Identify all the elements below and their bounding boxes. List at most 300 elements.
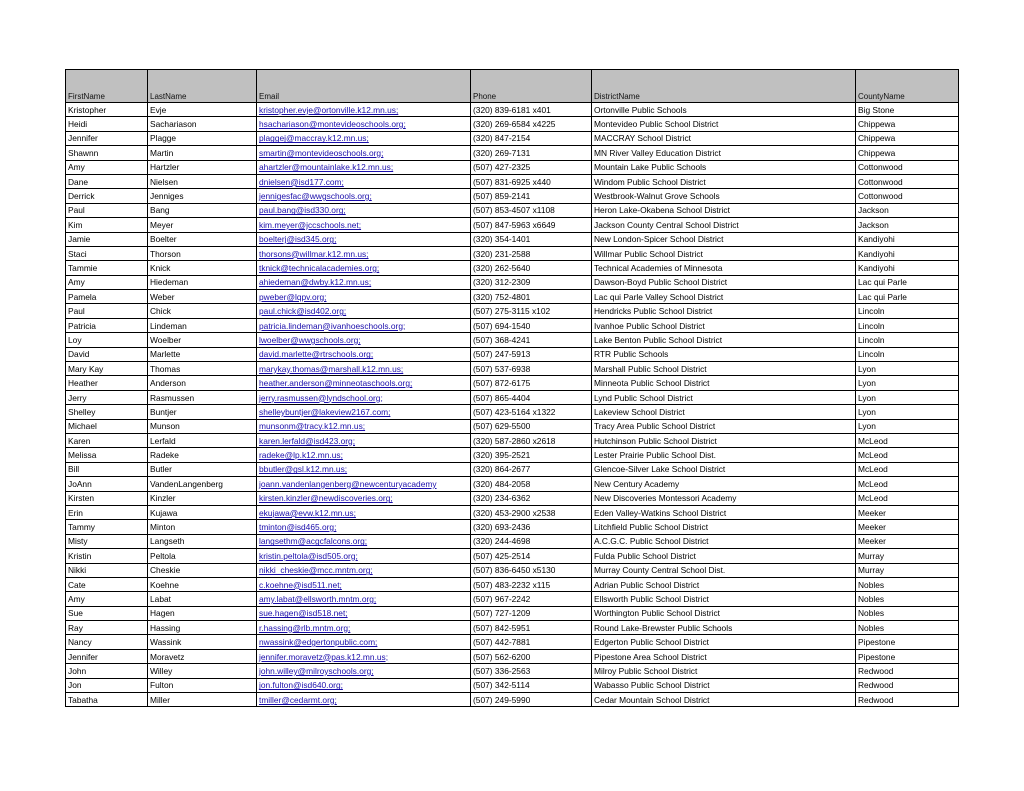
district-name-cell: Ellsworth Public School District (592, 592, 856, 606)
phone-cell: (320) 244-4698 (471, 534, 592, 548)
county-name-cell: Lincoln (856, 318, 959, 332)
contacts-table (65, 69, 959, 707)
phone-cell: (320) 587-2860 x2618 (471, 433, 592, 447)
email-link[interactable]: ahiedeman@dwby.k12.mn.us; (257, 275, 471, 289)
email-link[interactable]: jon.fulton@isd640.org; (257, 678, 471, 692)
first-name-cell: Kim (66, 218, 148, 232)
district-name-cell: Minneota Public School District (592, 376, 856, 390)
phone-cell: (507) 423-5164 x1322 (471, 405, 592, 419)
phone-cell: (320) 312-2309 (471, 275, 592, 289)
county-name-cell: Cottonwood (856, 174, 959, 188)
table-row (66, 390, 959, 404)
table-row (66, 218, 959, 232)
email-link[interactable]: nwassink@edgertonpublic.com; (257, 635, 471, 649)
phone-cell: (320) 484-2058 (471, 477, 592, 491)
last-name-cell: Martin (148, 146, 257, 160)
district-name-cell: Heron Lake-Okabena School District (592, 203, 856, 217)
district-name-cell: Marshall Public School District (592, 362, 856, 376)
first-name-cell: Michael (66, 419, 148, 433)
table-row (66, 505, 959, 519)
phone-cell: (507) 249-5990 (471, 693, 592, 707)
header-countyname: CountyName (856, 70, 959, 103)
email-link[interactable]: hsachariason@montevideoschools.org; (257, 117, 471, 131)
county-name-cell: Chippewa (856, 131, 959, 145)
county-name-cell: Redwood (856, 693, 959, 707)
last-name-cell: Plagge (148, 131, 257, 145)
last-name-cell: Peltola (148, 549, 257, 563)
table-row (66, 189, 959, 203)
district-name-cell: Ivanhoe Public School District (592, 318, 856, 332)
table-row (66, 333, 959, 347)
table-row (66, 635, 959, 649)
first-name-cell: JoAnn (66, 477, 148, 491)
email-link[interactable]: jennigesfac@wwgschools.org; (257, 189, 471, 203)
district-name-cell: Willmar Public School District (592, 246, 856, 260)
phone-cell: (507) 275-3115 x102 (471, 304, 592, 318)
phone-cell: (507) 442-7881 (471, 635, 592, 649)
table-row (66, 318, 959, 332)
email-link[interactable]: plaggej@maccray.k12.mn.us; (257, 131, 471, 145)
email-link[interactable]: dnielsen@isd177.com; (257, 174, 471, 188)
table-row (66, 448, 959, 462)
first-name-cell: Jon (66, 678, 148, 692)
county-name-cell: Lyon (856, 376, 959, 390)
district-name-cell: Montevideo Public School District (592, 117, 856, 131)
county-name-cell: Kandiyohi (856, 246, 959, 260)
last-name-cell: Moravetz (148, 649, 257, 663)
last-name-cell: Jenniges (148, 189, 257, 203)
first-name-cell: Loy (66, 333, 148, 347)
last-name-cell: Hassing (148, 621, 257, 635)
last-name-cell: Bang (148, 203, 257, 217)
phone-cell: (507) 336-2563 (471, 664, 592, 678)
first-name-cell: Jamie (66, 232, 148, 246)
phone-cell: (507) 342-5114 (471, 678, 592, 692)
table-row (66, 290, 959, 304)
email-link[interactable]: tminton@isd465.org; (257, 520, 471, 534)
district-name-cell: MN River Valley Education District (592, 146, 856, 160)
county-name-cell: Lyon (856, 362, 959, 376)
last-name-cell: Wassink (148, 635, 257, 649)
email-link[interactable]: ekujawa@evw.k12.mn.us; (257, 505, 471, 519)
email-link[interactable]: john.willey@milroyschools.org; (257, 664, 471, 678)
district-name-cell: Cedar Mountain School District (592, 693, 856, 707)
phone-cell: (507) 427-2325 (471, 160, 592, 174)
first-name-cell: Sue (66, 606, 148, 620)
phone-cell: (507) 537-6938 (471, 362, 592, 376)
last-name-cell: Thomas (148, 362, 257, 376)
last-name-cell: Evje (148, 103, 257, 117)
header-firstname: FirstName (66, 70, 148, 103)
district-name-cell: Mountain Lake Public Schools (592, 160, 856, 174)
district-name-cell: Eden Valley-Watkins School District (592, 505, 856, 519)
table-row (66, 376, 959, 390)
email-link[interactable]: david.marlette@rtrschools.org; (257, 347, 471, 361)
email-link[interactable]: thorsons@willmar.k12.mn.us; (257, 246, 471, 260)
first-name-cell: Pamela (66, 290, 148, 304)
header-row (66, 70, 959, 103)
district-name-cell: MACCRAY School District (592, 131, 856, 145)
first-name-cell: Mary Kay (66, 362, 148, 376)
last-name-cell: Koehne (148, 577, 257, 591)
table-row (66, 117, 959, 131)
first-name-cell: Misty (66, 534, 148, 548)
first-name-cell: Jerry (66, 390, 148, 404)
email-link[interactable]: munsonm@tracy.k12.mn.us; (257, 419, 471, 433)
email-link[interactable]: langsethm@acgcfalcons.org; (257, 534, 471, 548)
phone-cell: (320) 234-6362 (471, 491, 592, 505)
table-row (66, 275, 959, 289)
first-name-cell: Staci (66, 246, 148, 260)
district-name-cell: Ortonville Public Schools (592, 103, 856, 117)
table-row (66, 520, 959, 534)
phone-cell: (507) 859-2141 (471, 189, 592, 203)
phone-cell: (507) 847-5963 x6649 (471, 218, 592, 232)
phone-cell: (320) 864-2677 (471, 462, 592, 476)
last-name-cell: Cheskie (148, 563, 257, 577)
first-name-cell: Heidi (66, 117, 148, 131)
email-link[interactable]: smartin@montevideoschools.org; (257, 146, 471, 160)
last-name-cell: Labat (148, 592, 257, 606)
email-link[interactable]: amy.labat@ellsworth.mntm.org; (257, 592, 471, 606)
last-name-cell: Buntjer (148, 405, 257, 419)
email-link[interactable]: kim.meyer@jccschools.net; (257, 218, 471, 232)
first-name-cell: Tammy (66, 520, 148, 534)
county-name-cell: Meeker (856, 534, 959, 548)
header-districtname: DistrictName (592, 70, 856, 103)
header-email: Email (257, 70, 471, 103)
email-link[interactable]: heather.anderson@minneotaschools.org; (257, 376, 471, 390)
last-name-cell: VandenLangenberg (148, 477, 257, 491)
phone-cell: (507) 872-6175 (471, 376, 592, 390)
phone-cell: (507) 967-2242 (471, 592, 592, 606)
email-link[interactable]: jerry.rasmussen@lyndschool.org; (257, 390, 471, 404)
last-name-cell: Knick (148, 261, 257, 275)
email-link[interactable]: shelleybuntjer@lakeview2167.com; (257, 405, 471, 419)
district-name-cell: Round Lake-Brewster Public Schools (592, 621, 856, 635)
table-row (66, 549, 959, 563)
email-link[interactable]: patricia.lindeman@ivanhoeschools.org; (257, 318, 471, 332)
last-name-cell: Meyer (148, 218, 257, 232)
first-name-cell: Amy (66, 160, 148, 174)
email-link[interactable]: pweber@lqpv.org; (257, 290, 471, 304)
district-name-cell: New London-Spicer School District (592, 232, 856, 246)
last-name-cell: Willey (148, 664, 257, 678)
table-row (66, 362, 959, 376)
email-link[interactable]: karen.lerfald@isd423.org; (257, 433, 471, 447)
phone-cell: (320) 847-2154 (471, 131, 592, 145)
first-name-cell: Patricia (66, 318, 148, 332)
district-name-cell: Lac qui Parle Valley School District (592, 290, 856, 304)
phone-cell: (507) 247-5913 (471, 347, 592, 361)
last-name-cell: Munson (148, 419, 257, 433)
table-row (66, 304, 959, 318)
district-name-cell: Lester Prairie Public School Dist. (592, 448, 856, 462)
table-row (66, 678, 959, 692)
district-name-cell: Technical Academies of Minnesota (592, 261, 856, 275)
table-row (66, 174, 959, 188)
phone-cell: (320) 354-1401 (471, 232, 592, 246)
first-name-cell: Cate (66, 577, 148, 591)
email-link[interactable]: paul.bang@isd330.org; (257, 203, 471, 217)
email-link[interactable]: boelterj@isd345.org; (257, 232, 471, 246)
last-name-cell: Chick (148, 304, 257, 318)
email-link[interactable]: tknick@technicalacademies.org; (257, 261, 471, 275)
county-name-cell: McLeod (856, 448, 959, 462)
county-name-cell: Cottonwood (856, 160, 959, 174)
phone-cell: (507) 562-6200 (471, 649, 592, 663)
district-name-cell: Windom Public School District (592, 174, 856, 188)
last-name-cell: Anderson (148, 376, 257, 390)
first-name-cell: Bill (66, 462, 148, 476)
phone-cell: (320) 269-6584 x4225 (471, 117, 592, 131)
district-name-cell: Tracy Area Public School District (592, 419, 856, 433)
last-name-cell: Rasmussen (148, 390, 257, 404)
county-name-cell: Cottonwood (856, 189, 959, 203)
district-name-cell: Dawson-Boyd Public School District (592, 275, 856, 289)
last-name-cell: Hartzler (148, 160, 257, 174)
district-name-cell: Edgerton Public School District (592, 635, 856, 649)
district-name-cell: Hendricks Public School District (592, 304, 856, 318)
county-name-cell: Lyon (856, 419, 959, 433)
phone-cell: (320) 453-2900 x2538 (471, 505, 592, 519)
email-link[interactable]: ahartzler@mountainlake.k12.mn.us; (257, 160, 471, 174)
last-name-cell: Lindeman (148, 318, 257, 332)
county-name-cell: Lincoln (856, 333, 959, 347)
first-name-cell: Paul (66, 203, 148, 217)
phone-cell: (320) 262-5640 (471, 261, 592, 275)
email-link[interactable]: nikki_cheskie@mcc.mntm.org; (257, 563, 471, 577)
phone-cell: (507) 831-6925 x440 (471, 174, 592, 188)
email-link[interactable]: paul.chick@isd402.org; (257, 304, 471, 318)
email-link[interactable]: joann.vandenlangenberg@newcenturyacademy (257, 477, 471, 491)
district-name-cell: Worthington Public School District (592, 606, 856, 620)
county-name-cell: Redwood (856, 664, 959, 678)
email-link[interactable]: kirsten.kinzler@newdiscoveries.org; (257, 491, 471, 505)
table-row (66, 563, 959, 577)
table-row (66, 693, 959, 707)
last-name-cell: Langseth (148, 534, 257, 548)
district-name-cell: Hutchinson Public School District (592, 433, 856, 447)
first-name-cell: Shawnn (66, 146, 148, 160)
table-row (66, 477, 959, 491)
district-name-cell: Milroy Public School District (592, 664, 856, 678)
district-name-cell: Lake Benton Public School District (592, 333, 856, 347)
table-row (66, 131, 959, 145)
last-name-cell: Woelber (148, 333, 257, 347)
district-name-cell: Glencoe-Silver Lake School District (592, 462, 856, 476)
county-name-cell: McLeod (856, 433, 959, 447)
district-name-cell: Lakeview School District (592, 405, 856, 419)
first-name-cell: Nancy (66, 635, 148, 649)
table-row (66, 347, 959, 361)
county-name-cell: Lincoln (856, 347, 959, 361)
phone-cell: (320) 395-2521 (471, 448, 592, 462)
county-name-cell: Murray (856, 549, 959, 563)
header-lastname: LastName (148, 70, 257, 103)
phone-cell: (320) 752-4801 (471, 290, 592, 304)
email-link[interactable]: radeke@lp.k12.mn.us; (257, 448, 471, 462)
first-name-cell: Tammie (66, 261, 148, 275)
district-name-cell: New Discoveries Montessori Academy (592, 491, 856, 505)
email-link[interactable]: r.hassing@rlb.mntm.org; (257, 621, 471, 635)
phone-cell: (507) 483-2232 x115 (471, 577, 592, 591)
phone-cell: (320) 269-7131 (471, 146, 592, 160)
county-name-cell: Pipestone (856, 635, 959, 649)
table-row (66, 621, 959, 635)
district-name-cell: Litchfield Public School District (592, 520, 856, 534)
last-name-cell: Radeke (148, 448, 257, 462)
phone-cell: (507) 629-5500 (471, 419, 592, 433)
table-row (66, 232, 959, 246)
last-name-cell: Kujawa (148, 505, 257, 519)
email-link[interactable]: tmiller@cedarmt.org; (257, 693, 471, 707)
table-row (66, 534, 959, 548)
first-name-cell: Melissa (66, 448, 148, 462)
first-name-cell: Erin (66, 505, 148, 519)
first-name-cell: Amy (66, 592, 148, 606)
table-row (66, 261, 959, 275)
first-name-cell: Tabatha (66, 693, 148, 707)
phone-cell: (507) 842-5951 (471, 621, 592, 635)
first-name-cell: Ray (66, 621, 148, 635)
email-link[interactable]: kristopher.evje@ortonville.k12.mn.us; (257, 103, 471, 117)
county-name-cell: Chippewa (856, 117, 959, 131)
last-name-cell: Nielsen (148, 174, 257, 188)
phone-cell: (507) 368-4241 (471, 333, 592, 347)
county-name-cell: Murray (856, 563, 959, 577)
county-name-cell: Kandiyohi (856, 232, 959, 246)
last-name-cell: Hagen (148, 606, 257, 620)
email-link[interactable]: lwoelber@wwgschools.org; (257, 333, 471, 347)
email-link[interactable]: c.koehne@isd511.net; (257, 577, 471, 591)
last-name-cell: Lerfald (148, 433, 257, 447)
first-name-cell: Derrick (66, 189, 148, 203)
phone-cell: (320) 693-2436 (471, 520, 592, 534)
district-name-cell: Lynd Public School District (592, 390, 856, 404)
table-row (66, 606, 959, 620)
phone-cell: (507) 425-2514 (471, 549, 592, 563)
first-name-cell: Jennifer (66, 131, 148, 145)
county-name-cell: Lyon (856, 405, 959, 419)
district-name-cell: Westbrook-Walnut Grove Schools (592, 189, 856, 203)
phone-cell: (507) 727-1209 (471, 606, 592, 620)
county-name-cell: McLeod (856, 491, 959, 505)
district-name-cell: Fulda Public School District (592, 549, 856, 563)
first-name-cell: Dane (66, 174, 148, 188)
last-name-cell: Weber (148, 290, 257, 304)
last-name-cell: Marlette (148, 347, 257, 361)
phone-cell: (507) 836-6450 x5130 (471, 563, 592, 577)
table-row (66, 592, 959, 606)
first-name-cell: Shelley (66, 405, 148, 419)
county-name-cell: Meeker (856, 520, 959, 534)
county-name-cell: Redwood (856, 678, 959, 692)
table-row (66, 246, 959, 260)
email-link[interactable]: jennifer.moravetz@pas.k12.mn.us; (257, 649, 471, 663)
county-name-cell: Jackson (856, 218, 959, 232)
district-name-cell: Jackson County Central School District (592, 218, 856, 232)
county-name-cell: Nobles (856, 606, 959, 620)
table-row (66, 146, 959, 160)
county-name-cell: Jackson (856, 203, 959, 217)
county-name-cell: McLeod (856, 462, 959, 476)
last-name-cell: Hiedeman (148, 275, 257, 289)
last-name-cell: Miller (148, 693, 257, 707)
district-name-cell: New Century Academy (592, 477, 856, 491)
county-name-cell: Nobles (856, 592, 959, 606)
county-name-cell: Lyon (856, 390, 959, 404)
email-link[interactable]: kristin.peltola@isd505.org; (257, 549, 471, 563)
first-name-cell: Paul (66, 304, 148, 318)
table-row (66, 203, 959, 217)
email-link[interactable]: sue.hagen@isd518.net; (257, 606, 471, 620)
table-row (66, 577, 959, 591)
county-name-cell: Lac qui Parle (856, 290, 959, 304)
table-row (66, 419, 959, 433)
district-name-cell: Pipestone Area School District (592, 649, 856, 663)
first-name-cell: Kirsten (66, 491, 148, 505)
table-row (66, 160, 959, 174)
header-phone: Phone (471, 70, 592, 103)
phone-cell: (507) 865-4404 (471, 390, 592, 404)
table-row (66, 405, 959, 419)
table-row (66, 664, 959, 678)
district-name-cell: Murray County Central School Dist. (592, 563, 856, 577)
last-name-cell: Sachariason (148, 117, 257, 131)
county-name-cell: Kandiyohi (856, 261, 959, 275)
table-row (66, 649, 959, 663)
first-name-cell: Jennifer (66, 649, 148, 663)
district-name-cell: RTR Public Schools (592, 347, 856, 361)
district-name-cell: Wabasso Public School District (592, 678, 856, 692)
county-name-cell: Nobles (856, 621, 959, 635)
last-name-cell: Minton (148, 520, 257, 534)
district-name-cell: Adrian Public School District (592, 577, 856, 591)
first-name-cell: Kristopher (66, 103, 148, 117)
table-row (66, 462, 959, 476)
first-name-cell: Kristin (66, 549, 148, 563)
county-name-cell: Meeker (856, 505, 959, 519)
last-name-cell: Thorson (148, 246, 257, 260)
first-name-cell: Nikki (66, 563, 148, 577)
phone-cell: (507) 853-4507 x1108 (471, 203, 592, 217)
last-name-cell: Butler (148, 462, 257, 476)
first-name-cell: John (66, 664, 148, 678)
last-name-cell: Boelter (148, 232, 257, 246)
email-link[interactable]: marykay.thomas@marshall.k12.mn.us; (257, 362, 471, 376)
county-name-cell: Pipestone (856, 649, 959, 663)
first-name-cell: Karen (66, 433, 148, 447)
last-name-cell: Fulton (148, 678, 257, 692)
phone-cell: (320) 231-2588 (471, 246, 592, 260)
county-name-cell: McLeod (856, 477, 959, 491)
table-body (66, 103, 959, 707)
first-name-cell: Heather (66, 376, 148, 390)
first-name-cell: Amy (66, 275, 148, 289)
county-name-cell: Chippewa (856, 146, 959, 160)
last-name-cell: Kinzler (148, 491, 257, 505)
email-link[interactable]: bbutler@gsl.k12.mn.us; (257, 462, 471, 476)
district-name-cell: A.C.G.C. Public School District (592, 534, 856, 548)
phone-cell: (507) 694-1540 (471, 318, 592, 332)
table-row (66, 103, 959, 117)
county-name-cell: Lincoln (856, 304, 959, 318)
county-name-cell: Big Stone (856, 103, 959, 117)
table-row (66, 491, 959, 505)
first-name-cell: David (66, 347, 148, 361)
county-name-cell: Nobles (856, 577, 959, 591)
